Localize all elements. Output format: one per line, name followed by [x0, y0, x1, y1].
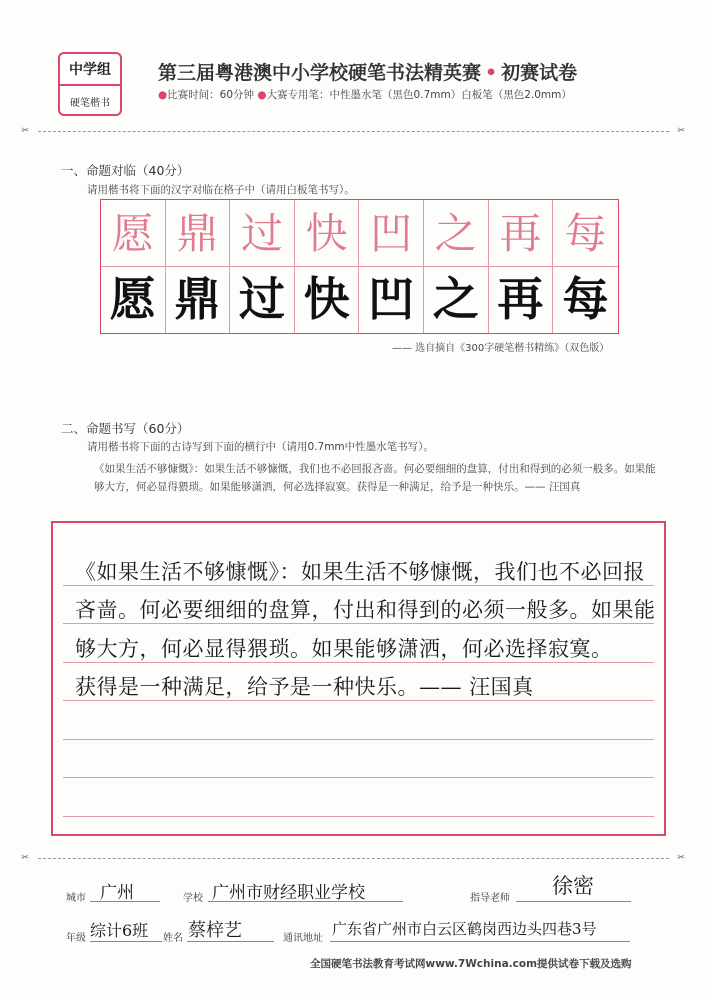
grid-cell[interactable]: [230, 200, 295, 333]
handwritten-line: 吝啬。何必要细细的盘算，付出和得到的必须一般多。如果能: [75, 598, 656, 622]
writing-area[interactable]: [51, 521, 666, 836]
cut-line-bottom: [38, 858, 669, 859]
title-main: 第三届粤港澳中小学校硬笔书法精英赛: [158, 62, 482, 84]
grid-cell[interactable]: [101, 200, 166, 333]
grid-cell[interactable]: [359, 200, 424, 333]
school-label: 学校: [183, 893, 203, 904]
group-sub-label: 硬笔楷书: [60, 84, 120, 116]
writing-line: [63, 739, 654, 740]
writing-line: [63, 816, 654, 817]
model-char: 之: [434, 209, 477, 258]
grade-underline: [90, 941, 162, 942]
written-char: 过: [238, 272, 285, 326]
scissors-icon: ✂: [677, 853, 685, 863]
model-char: 快: [305, 209, 348, 258]
teacher-underline: [516, 901, 631, 902]
grade-value[interactable]: 综计6班: [90, 921, 149, 940]
written-char: 快: [303, 272, 350, 326]
handwritten-line: 获得是一种满足，给予是一种快乐。—— 汪国真: [75, 675, 534, 699]
copy-grid: [100, 199, 619, 334]
title-dot: •: [485, 62, 498, 84]
model-char: 鼎: [176, 209, 219, 258]
model-char: 过: [240, 209, 283, 258]
cut-line-top: [38, 131, 669, 132]
teacher-value[interactable]: 徐密: [552, 874, 594, 898]
scissors-icon: ✂: [21, 126, 29, 136]
city-value[interactable]: 广州: [100, 883, 134, 903]
group-label: 中学组: [69, 62, 111, 78]
subtitle: [158, 87, 572, 102]
grid-cell[interactable]: [166, 200, 231, 333]
teacher-label: 指导老师: [470, 893, 510, 904]
page-title: [158, 58, 577, 85]
pen-requirement: 大赛专用笔：中性墨水笔（黑色0.7mm）白板笔（黑色2.0mm）: [266, 89, 572, 101]
group-badge: [58, 52, 122, 116]
name-value[interactable]: 蔡梓艺: [188, 920, 242, 941]
school-value[interactable]: 广州市财经职业学校: [212, 883, 365, 903]
grid-cell[interactable]: [295, 200, 360, 333]
grid-cell[interactable]: [553, 200, 618, 333]
handwritten-line: 《如果生活不够慷慨》：如果生活不够慷慨，我们也不必回报: [75, 560, 645, 584]
address-label: 通讯地址: [283, 933, 323, 944]
footer-website: 全国硬笔书法教育考试网www.7Wchina.com提供试卷下载及选购: [310, 958, 632, 970]
title-tail: 初赛试卷: [501, 62, 578, 84]
written-char: 之: [432, 272, 479, 326]
name-label: 姓名: [163, 933, 183, 944]
bullet-1: ●: [158, 89, 168, 101]
model-passage: 《如果生活不够慷慨》：如果生活不够慷慨，我们也不必回报吝啬。何必要细细的盘算，付出和得到的必须一般多。如果能够大方，何必显得猥琐。如果能够潇洒，何必选择寂寞。获得是一种满足，给予是一种快乐。—— 汪国真: [94, 463, 656, 493]
written-char: 愿: [109, 272, 156, 326]
model-char: 凹: [370, 209, 413, 258]
section2-title: 二、命题书写（60分）: [61, 421, 190, 436]
grade-label: 年级: [66, 933, 86, 944]
grid-cell[interactable]: [489, 200, 554, 333]
section1-title: 一、命题对临（40分）: [61, 163, 190, 178]
city-label: 城市: [66, 893, 86, 904]
bullet-2: ●: [257, 89, 267, 101]
exam-time: 比赛时间：60分钟: [167, 89, 255, 101]
section1-instruction: 请用楷书将下面的汉字对临在格子中（请用白板笔书写）。: [87, 184, 355, 196]
model-char: 再: [499, 209, 542, 258]
section2-instruction: 请用楷书将下面的古诗写到下面的横行中（请用0.7mm中性墨水笔书写）。: [87, 441, 434, 453]
written-char: 鼎: [174, 272, 221, 326]
handwritten-line: 够大方，何必显得猥琐。如果能够潇洒，何必选择寂寞。: [75, 637, 613, 661]
model-char: 愿: [111, 209, 154, 258]
written-char: 每: [562, 272, 609, 326]
scissors-icon: ✂: [21, 853, 29, 863]
model-char: 每: [564, 209, 607, 258]
address-underline: [330, 941, 630, 942]
source-note: —— 选自摘自《300字硬笔楷书精练》（双色版）: [392, 343, 610, 354]
writing-line: [63, 777, 654, 778]
written-char: 再: [497, 272, 544, 326]
grid-cell[interactable]: [424, 200, 489, 333]
written-char: 凹: [368, 272, 415, 326]
address-value[interactable]: 广东省广州市白云区鹤岗西边头四巷3号: [332, 920, 597, 938]
scissors-icon: ✂: [677, 126, 685, 136]
